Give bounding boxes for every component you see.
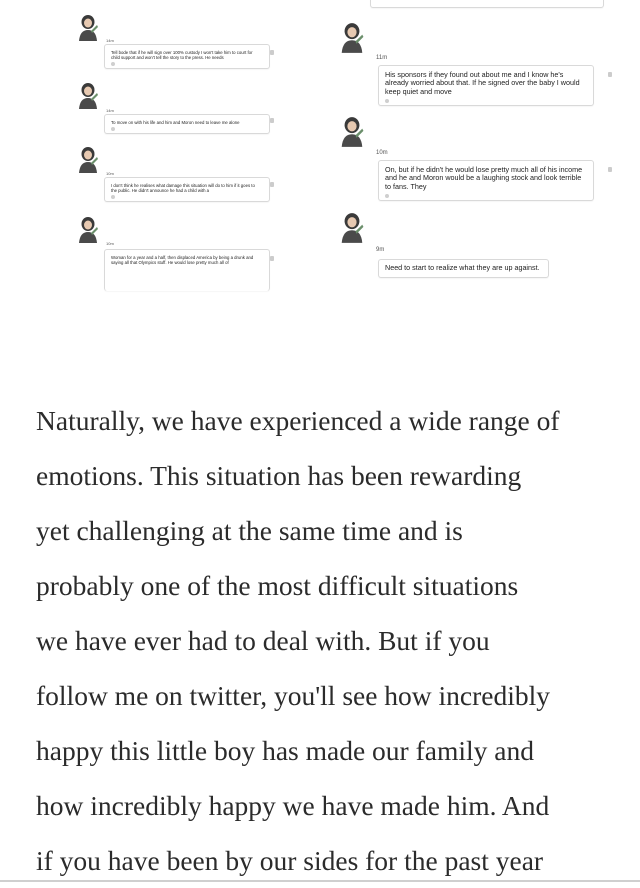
article-line: follow me on twitter, you'll see how incredibly xyxy=(36,680,551,711)
read-indicator-icon xyxy=(385,99,389,103)
message-timestamp: 14m xyxy=(106,38,114,43)
message-bubble xyxy=(378,160,594,201)
avatar-icon xyxy=(76,82,100,110)
message-text: Woman for a year and a half, then displaced America by being a drunk and saying all that Olympics stuff. He would lose pretty much all of xyxy=(111,255,254,266)
more-options-icon xyxy=(270,182,274,187)
article-line: happy this little boy has made our family and xyxy=(36,735,534,766)
read-indicator-icon xyxy=(111,62,115,66)
message-bubble xyxy=(378,259,549,278)
message-timestamp: 10m xyxy=(106,241,114,246)
message-bubble-partial xyxy=(370,0,604,8)
message-timestamp: 9m xyxy=(376,247,385,253)
message-text: I don't think he realises what damage this situation will do to him if it goes to the public. He didn't announce he had a child with a xyxy=(111,183,255,194)
more-options-icon xyxy=(270,50,274,55)
avatar-icon xyxy=(338,116,366,148)
message-bubble xyxy=(104,249,270,291)
more-options-icon xyxy=(270,256,274,261)
message-bubble xyxy=(104,177,270,202)
message-text: Tell bode that if he will sign over 100% custody I won't take him to court for child support and won't tell the story to the press. He needs xyxy=(111,50,253,61)
message-timestamp: 10m xyxy=(376,150,388,156)
avatar-icon xyxy=(76,14,100,42)
message-text: Need to start to realize what they are up against. xyxy=(385,263,540,272)
article-body xyxy=(36,393,631,888)
message-timestamp: 11m xyxy=(376,55,388,61)
more-options-icon xyxy=(608,72,612,77)
article-line: how incredibly happy we have made him. And xyxy=(36,790,550,821)
article-line: Naturally, we have experienced a wide range of xyxy=(36,405,560,436)
message-timestamp: 14m xyxy=(106,108,114,113)
article-line: we have ever had to deal with. But if you xyxy=(36,625,490,656)
read-indicator-icon xyxy=(385,194,389,198)
read-indicator-icon xyxy=(111,127,115,131)
message-text: His sponsors if they found out about me and I know he's already worried about that. If he signed over the baby I would keep quiet and move xyxy=(385,70,580,96)
avatar-icon xyxy=(338,212,366,244)
message-text: To move on with his life and him and Moron need to leave me alone xyxy=(111,120,240,125)
more-options-icon xyxy=(270,118,274,123)
message-bubble xyxy=(104,44,270,69)
message-timestamp: 10m xyxy=(106,171,114,176)
avatar-icon xyxy=(76,146,100,174)
embedded-message-screenshot xyxy=(0,0,640,300)
avatar-icon xyxy=(76,216,100,244)
message-text: On, but if he didn't he would lose pretty much all of his income and he and Moron would be a laughing stock and look terrible to fans. They xyxy=(385,165,583,191)
more-options-icon xyxy=(608,167,612,172)
message-bubble xyxy=(378,65,594,106)
read-indicator-icon xyxy=(111,195,115,199)
article-line: probably one of the most difficult situations xyxy=(36,570,519,601)
avatar-icon xyxy=(338,22,366,54)
article-line: yet challenging at the same time and is xyxy=(36,515,463,546)
article-line: emotions. This situation has been rewarding xyxy=(36,460,522,491)
message-bubble xyxy=(104,114,270,134)
divider xyxy=(0,880,640,882)
article-line: if you have been by our sides for the past year xyxy=(36,845,544,876)
